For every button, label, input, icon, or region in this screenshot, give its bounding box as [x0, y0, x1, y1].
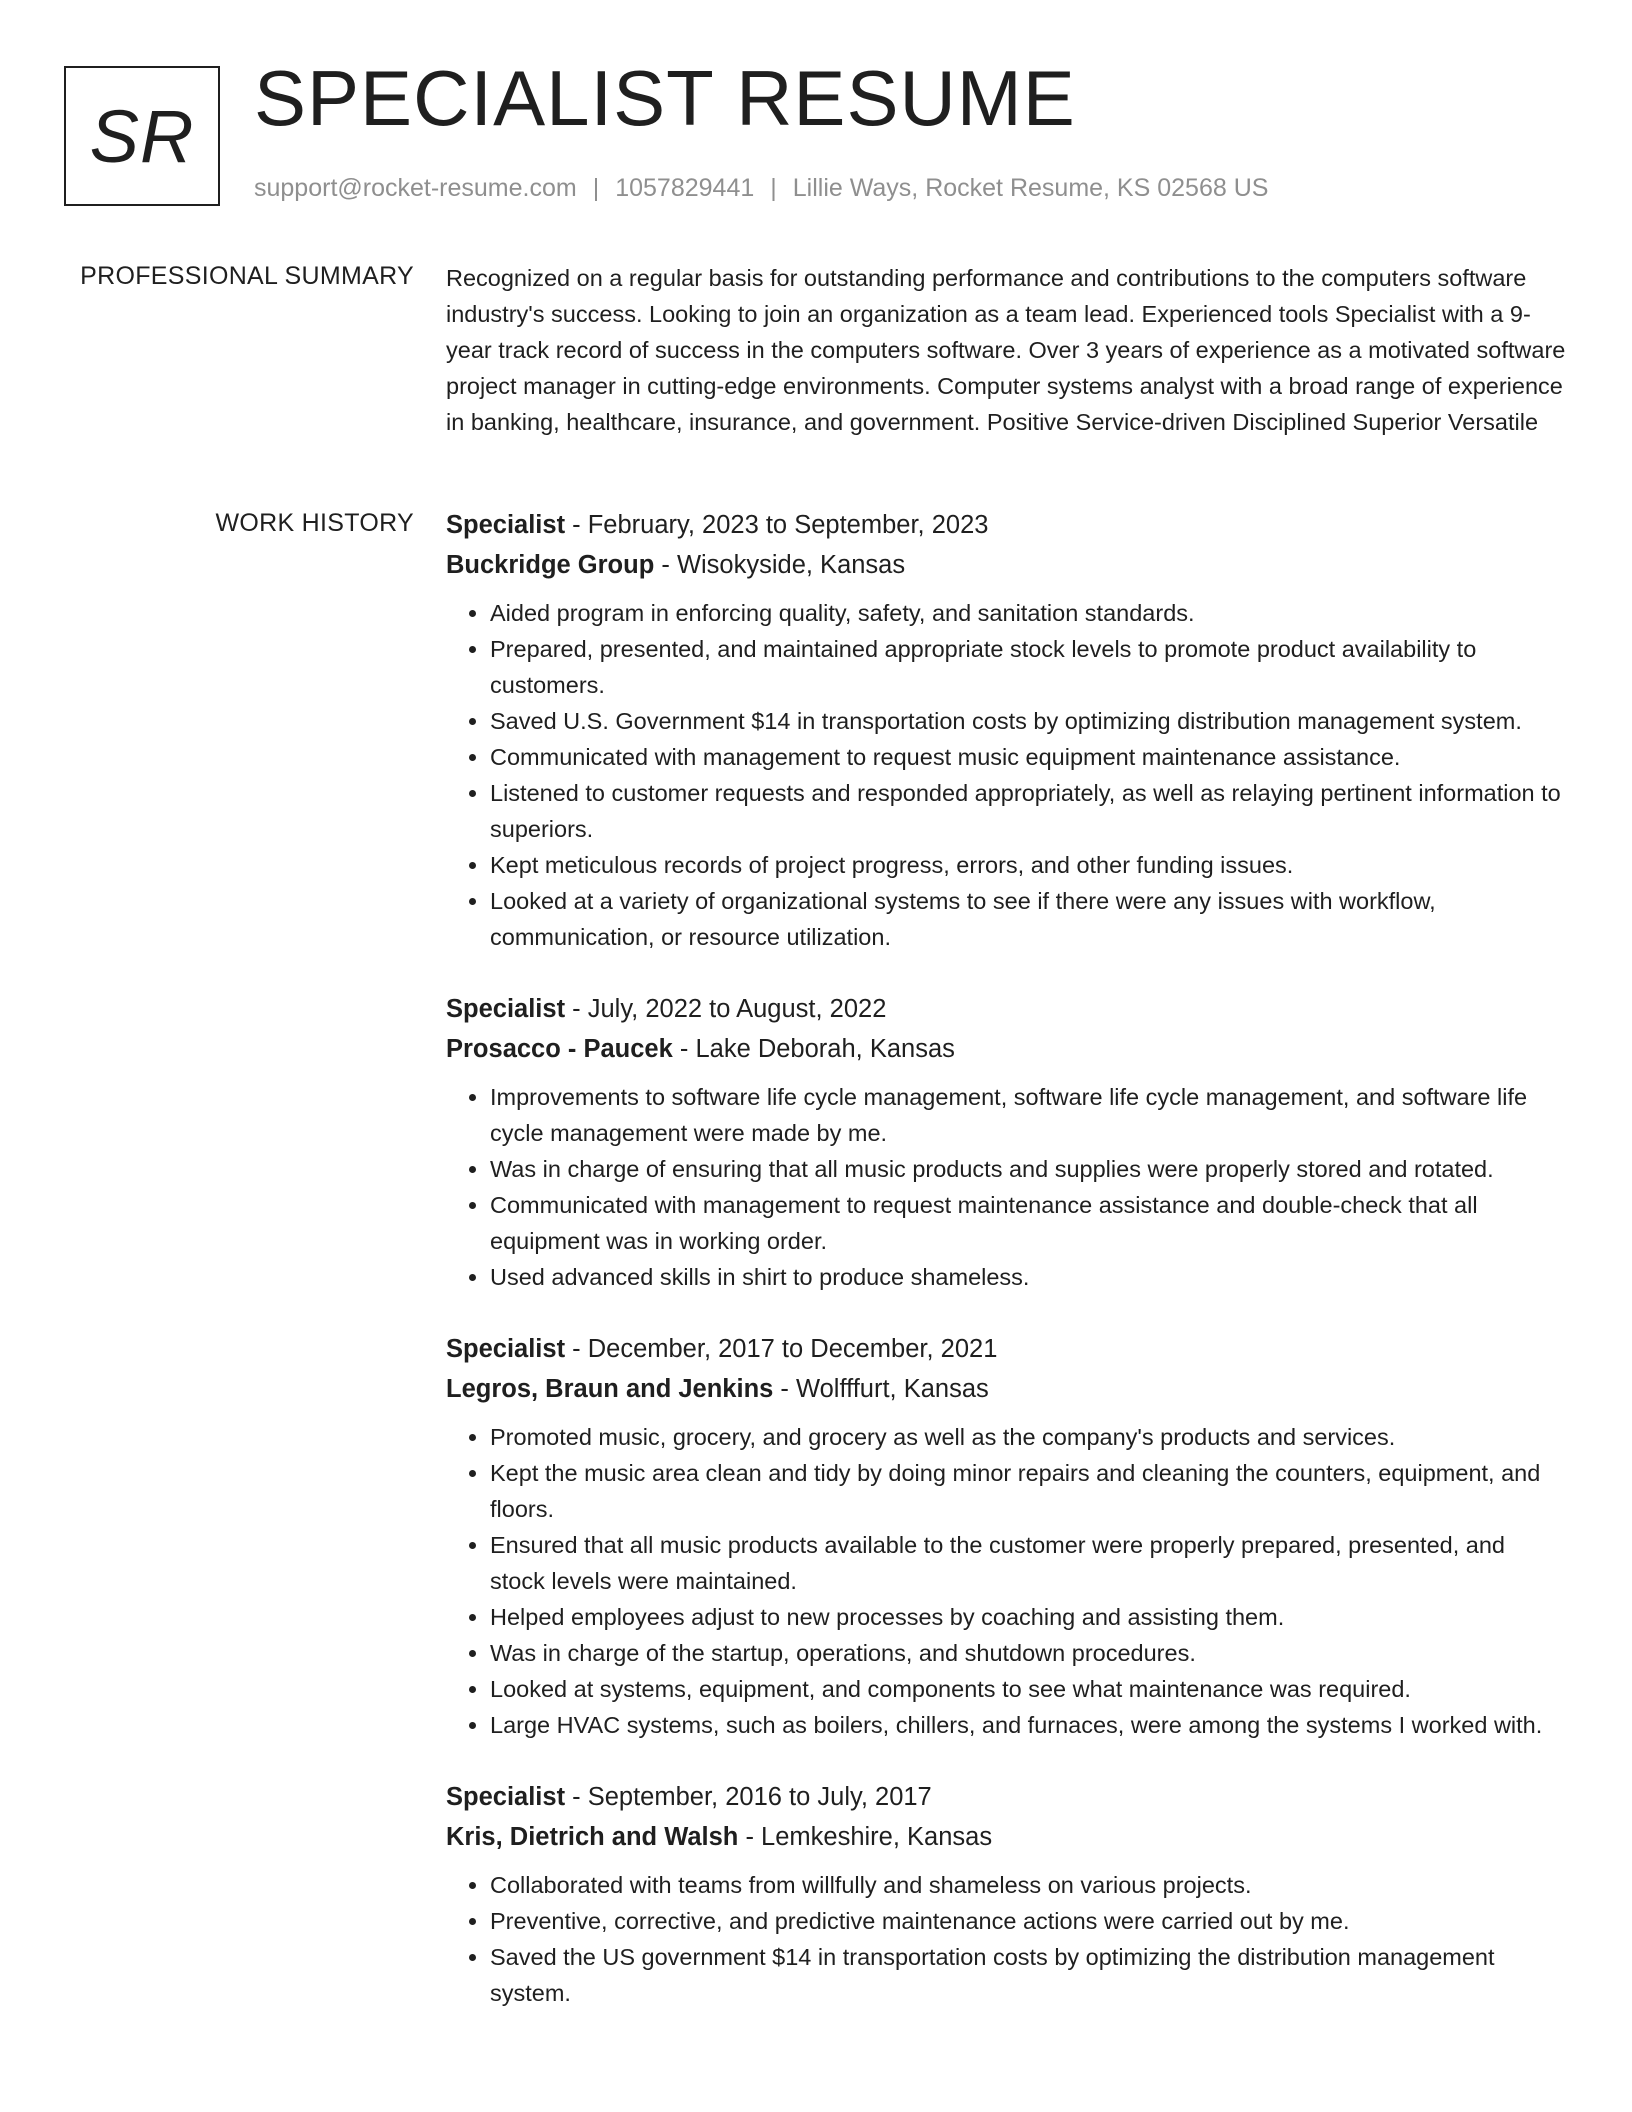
job-location: - Lemkeshire, Kansas [738, 1823, 993, 1851]
section-heading-work-history: WORK HISTORY [215, 509, 414, 537]
contact-separator: | [770, 174, 777, 202]
job-bullet: • Prepared, presented, and maintained appropriate stock levels to promote product availability to customers. [490, 631, 1566, 703]
job-title: Specialist [446, 511, 566, 539]
summary-text: Recognized on a regular basis for outstanding performance and contributions to the computers software industry's success. Looking to join an organization as a team lead. Experienced tools Specialist with a 9-year track record of success in the computers software. Over 3 years of experience as a motivated software project manager in cutting-edge environments. Computer systems analyst with a broad range of experience in banking, healthcare, insurance, and government. Positive Service-driven Disciplined Superior Versatile [446, 265, 1566, 435]
job-bullet: • Helped employees adjust to new processes by coaching and assisting them. [490, 1599, 1566, 1635]
job-bullet: • Improvements to software life cycle management, software life cycle management, and software life cycle management were made by me. [490, 1079, 1566, 1151]
job-title-line [446, 505, 1566, 545]
job-bullet: • Looked at systems, equipment, and components to see what maintenance was required. [490, 1671, 1566, 1707]
job-company: Buckridge Group [446, 551, 655, 579]
job-location: - Wisokyside, Kansas [654, 551, 906, 579]
job-bullets [446, 595, 1566, 955]
contact-line [254, 174, 1268, 203]
job-entry [446, 1329, 1566, 1743]
job-bullet: • Aided program in enforcing quality, safety, and sanitation standards. [490, 595, 1566, 631]
section-heading-summary: PROFESSIONAL SUMMARY [80, 262, 414, 290]
contact-email: support@rocket-resume.com [254, 174, 577, 202]
job-bullet: • Promoted music, grocery, and grocery as well as the company's products and services. [490, 1419, 1566, 1455]
job-company-line [446, 545, 1566, 585]
job-location: - Wolfffurt, Kansas [773, 1375, 989, 1403]
contact-address: Lillie Ways, Rocket Resume, KS 02568 US [792, 174, 1269, 202]
job-bullets [446, 1867, 1566, 2011]
job-bullet: • Communicated with management to request maintenance assistance and double-check that all equipment was in working order. [490, 1187, 1566, 1259]
job-bullet: • Used advanced skills in shirt to produce shameless. [490, 1259, 1566, 1295]
job-title: Specialist [446, 995, 566, 1023]
job-company-line [446, 1029, 1566, 1069]
job-bullet: • Looked at a variety of organizational systems to see if there were any issues with workflow, communication, or resource utilization. [490, 883, 1566, 955]
job-bullet: • Collaborated with teams from willfully and shameless on various projects. [490, 1867, 1566, 1903]
job-dates: - July, 2022 to August, 2022 [565, 995, 887, 1023]
job-company: Kris, Dietrich and Walsh [446, 1823, 739, 1851]
job-entry [446, 505, 1566, 955]
job-bullet: • Kept meticulous records of project progress, errors, and other funding issues. [490, 847, 1566, 883]
contact-separator: | [592, 174, 600, 202]
job-bullet: • Preventive, corrective, and predictive maintenance actions were carried out by me. [490, 1903, 1566, 1939]
job-entry [446, 1777, 1566, 2011]
job-company: Legros, Braun and Jenkins [446, 1375, 774, 1403]
job-bullets [446, 1079, 1566, 1295]
job-title-line [446, 989, 1566, 1029]
job-company: Prosacco - Paucek [446, 1035, 673, 1063]
job-location: - Lake Deborah, Kansas [672, 1035, 955, 1063]
job-dates: - February, 2023 to September, 2023 [565, 511, 989, 539]
job-dates: - September, 2016 to July, 2017 [565, 1783, 932, 1811]
resume-title: SPECIALIST RESUME [254, 54, 1076, 142]
job-title-line [446, 1329, 1566, 1369]
contact-phone: 1057829441 [615, 174, 755, 202]
job-title-line [446, 1777, 1566, 1817]
work-history-list [446, 505, 1566, 2045]
job-bullet: • Was in charge of ensuring that all music products and supplies were properly stored and rotated. [490, 1151, 1566, 1187]
job-bullet: • Communicated with management to request music equipment maintenance assistance. [490, 739, 1566, 775]
initials-monogram: SR [64, 66, 220, 206]
job-bullet: • Ensured that all music products available to the customer were properly prepared, presented, and stock levels were maintained. [490, 1527, 1566, 1599]
job-bullets [446, 1419, 1566, 1743]
job-bullet: • Listened to customer requests and responded appropriately, as well as relaying pertinent information to superiors. [490, 775, 1566, 847]
job-entry [446, 989, 1566, 1295]
job-bullet: • Large HVAC systems, such as boilers, chillers, and furnaces, were among the systems I worked with. [490, 1707, 1566, 1743]
job-title: Specialist [446, 1783, 566, 1811]
job-bullet: • Saved U.S. Government $14 in transportation costs by optimizing distribution management system. [490, 703, 1566, 739]
job-company-line [446, 1369, 1566, 1409]
job-dates: - December, 2017 to December, 2021 [565, 1335, 998, 1363]
job-title: Specialist [446, 1335, 566, 1363]
job-bullet: • Saved the US government $14 in transportation costs by optimizing the distribution management system. [490, 1939, 1566, 2011]
job-bullet: • Kept the music area clean and tidy by doing minor repairs and cleaning the counters, equipment, and floors. [490, 1455, 1566, 1527]
job-bullet: • Was in charge of the startup, operations, and shutdown procedures. [490, 1635, 1566, 1671]
job-company-line [446, 1817, 1566, 1857]
